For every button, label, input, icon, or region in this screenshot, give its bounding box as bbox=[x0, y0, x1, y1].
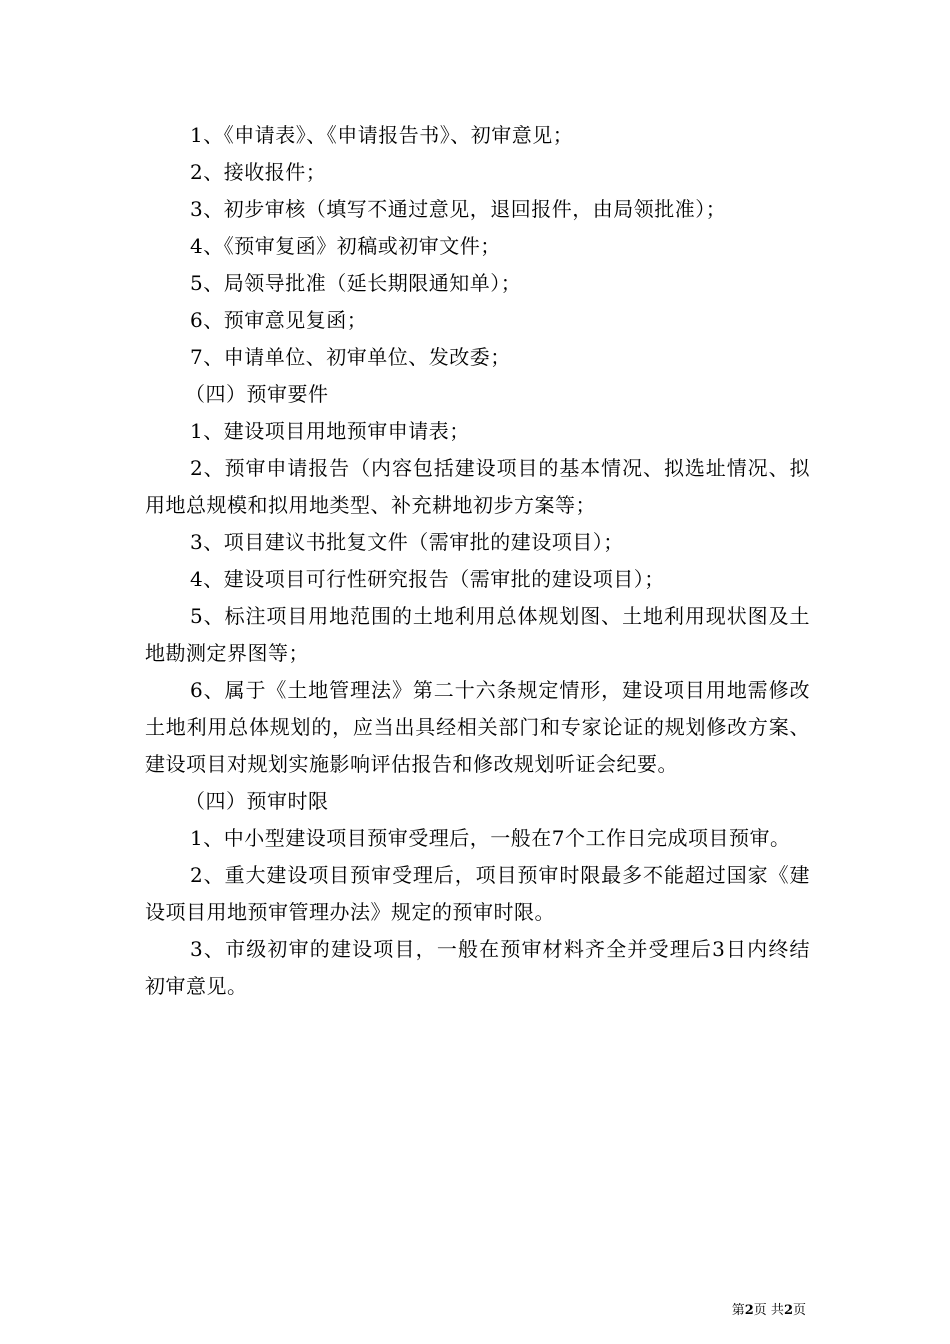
requirement-item-2: 2、预审申请报告（内容包括建设项目的基本情况、拟选址情况、拟用地总规模和拟用地类型、补充耕地初步方案等； bbox=[145, 456, 810, 517]
paragraph-item-5: 5、局领导批准（延长期限通知单）； bbox=[190, 271, 522, 295]
time-limit-item-3: 3、市级初审的建设项目，一般在预审材料齐全并受理后3日内终结初审意见。 bbox=[145, 937, 810, 998]
time-limit-item-2: 2、重大建设项目预审受理后，项目预审时限最多不能超过国家《建设项目用地预审管理办法》规定的预审时限。 bbox=[145, 863, 810, 924]
requirement-item-4: 4、建设项目可行性研究报告（需审批的建设项目）； bbox=[190, 567, 665, 591]
footer-current-page: 2 bbox=[744, 1303, 754, 1318]
paragraph-item-1: 1、《申请表》、《申请报告书》、初审意见； bbox=[190, 123, 574, 147]
section-heading-prereview-time-limit: （四）预审时限 bbox=[185, 789, 329, 813]
requirement-item-3: 3、项目建议书批复文件（需审批的建设项目）； bbox=[190, 530, 624, 554]
document-body bbox=[145, 117, 810, 1005]
paragraph-item-3: 3、初步审核（填写不通过意见，退回报件，由局领批准）； bbox=[190, 197, 727, 221]
section-heading-prereview-requirements: （四）预审要件 bbox=[185, 382, 329, 406]
footer-suffix: 页 bbox=[792, 1303, 806, 1318]
footer-total-pages: 2 bbox=[783, 1303, 793, 1318]
paragraph-item-7: 7、申请单位、初审单位、发改委； bbox=[190, 345, 511, 369]
paragraph-item-2: 2、接收报件； bbox=[190, 160, 327, 184]
page-footer bbox=[0, 1303, 806, 1319]
requirement-item-5: 5、标注项目用地范围的土地利用总体规划图、土地利用现状图及土地勘测定界图等； bbox=[145, 604, 810, 665]
requirement-item-1: 1、建设项目用地预审申请表； bbox=[190, 419, 470, 443]
footer-middle: 页 共 bbox=[753, 1303, 784, 1318]
requirement-item-6: 6、属于《土地管理法》第二十六条规定情形，建设项目用地需修改土地利用总体规划的，应当出具经相关部门和专家论证的规划修改方案、建设项目对规划实施影响评估报告和修改规划听证会纪要。 bbox=[145, 678, 810, 776]
paragraph-item-4: 4、《预审复函》初稿或初审文件； bbox=[190, 234, 501, 258]
time-limit-item-1: 1、中小型建设项目预审受理后，一般在7个工作日完成项目预审。 bbox=[190, 826, 791, 850]
paragraph-item-6: 6、预审意见复函； bbox=[190, 308, 368, 332]
footer-prefix: 第 bbox=[731, 1303, 745, 1318]
